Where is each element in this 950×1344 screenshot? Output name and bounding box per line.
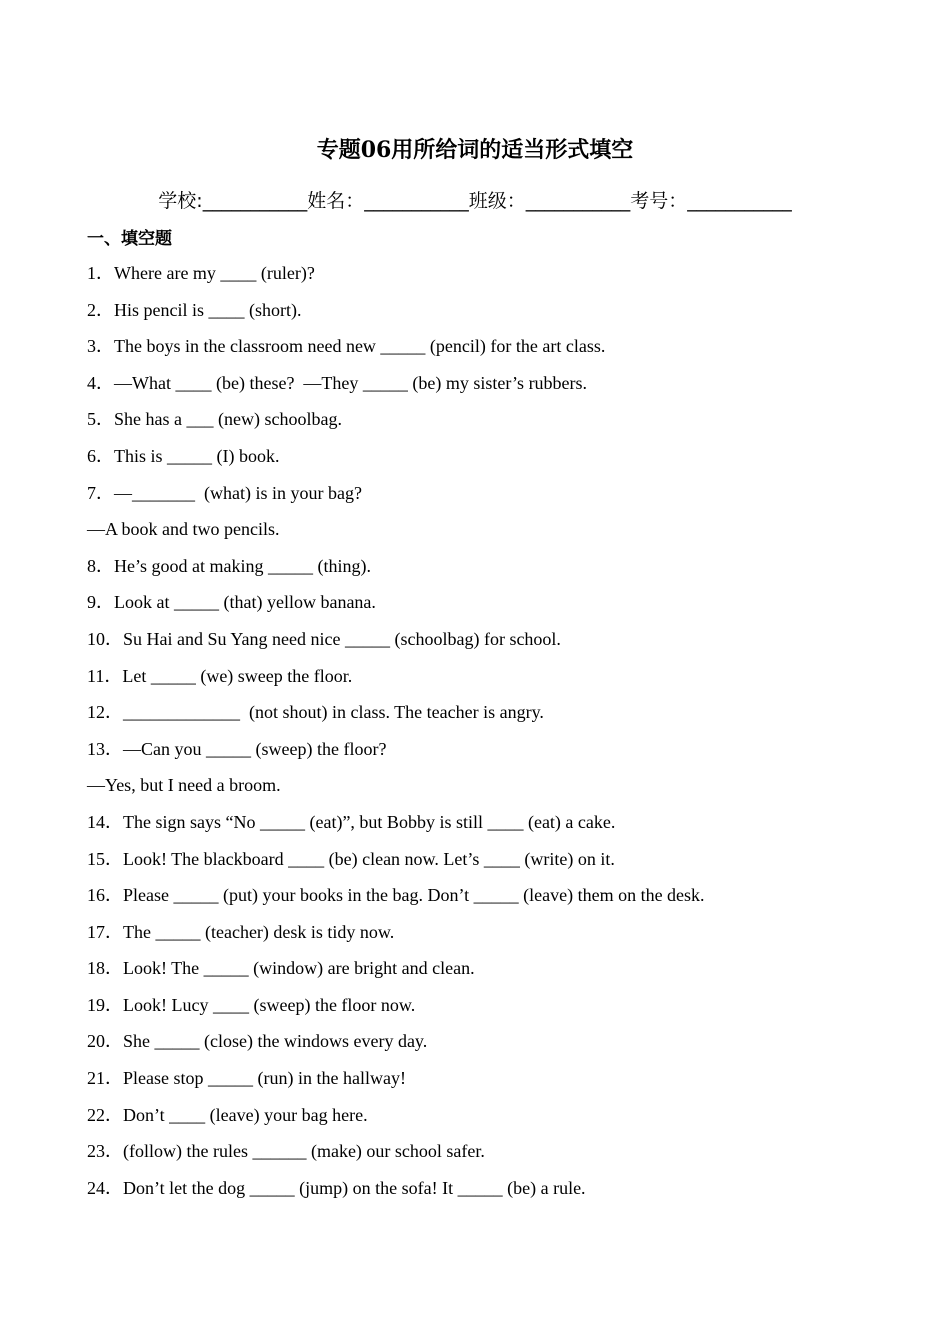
question-item — [87, 1064, 887, 1101]
question-number: 14． — [87, 811, 123, 832]
question-item — [87, 954, 887, 991]
question-number: 6． — [87, 445, 114, 466]
question-text: The _____ (teacher) desk is tidy now. — [123, 921, 395, 942]
question-number: 17． — [87, 921, 123, 942]
question-text: The sign says “No _____ (eat)”, but Bobby is still ____ (eat) a cake. — [123, 811, 616, 832]
question-number: 7． — [87, 482, 114, 503]
question-number: 19． — [87, 994, 123, 1015]
question-text: Let _____ (we) sweep the floor. — [122, 665, 353, 686]
question-item — [87, 698, 887, 735]
answer-line — [87, 771, 887, 808]
question-text: Don’t let the dog _____ (jump) on the sofa! It _____ (be) a rule. — [123, 1177, 586, 1198]
question-text: She has a ___ (new) schoolbag. — [114, 409, 342, 430]
question-item — [87, 369, 887, 406]
question-number: 3． — [87, 336, 114, 357]
question-number: 22． — [87, 1104, 123, 1125]
question-text: Look at _____ (that) yellow banana. — [114, 592, 376, 613]
question-item — [87, 1027, 887, 1064]
question-text: Look! Lucy ____ (sweep) the floor now. — [123, 994, 416, 1015]
question-text: —What ____ (be) these? —They _____ (be) my sister’s rubbers. — [114, 372, 588, 393]
question-text: Look! The _____ (window) are bright and clean. — [123, 958, 475, 979]
question-item — [87, 296, 887, 333]
question-number: 5． — [87, 409, 114, 430]
question-text: Please _____ (put) your books in the bag. Don’t _____ (leave) them on the desk. — [123, 885, 705, 906]
question-item — [87, 625, 887, 662]
question-item — [87, 1137, 887, 1174]
question-text: Please stop _____ (run) in the hallway! — [123, 1068, 406, 1089]
question-number: 16． — [87, 885, 123, 906]
question-item — [87, 479, 887, 516]
question-number: 12． — [87, 702, 123, 723]
question-item — [87, 991, 887, 1028]
question-text: (follow) the rules ______ (make) our school safer. — [123, 1141, 485, 1162]
question-text: This is _____ (I) book. — [114, 445, 280, 466]
question-text: —A book and two pencils. — [87, 519, 280, 540]
section-heading: 一、填空题 — [87, 229, 172, 249]
question-item — [87, 588, 887, 625]
question-item — [87, 259, 887, 296]
question-item — [87, 1101, 887, 1138]
question-number: 24． — [87, 1177, 123, 1198]
question-number: 1． — [87, 263, 114, 283]
question-number: 15． — [87, 848, 123, 869]
question-text: The boys in the classroom need new _____ (pencil) for the art class. — [114, 336, 606, 357]
question-number: 9． — [87, 592, 114, 613]
question-item — [87, 881, 887, 918]
question-text: Su Hai and Su Yang need nice _____ (schoolbag) for school. — [123, 628, 561, 649]
question-number: 2． — [87, 299, 114, 320]
question-number: 13． — [87, 738, 123, 759]
question-list — [87, 259, 887, 1210]
question-item — [87, 918, 887, 955]
student-info-line: 学校:___________姓名：___________班级：___________考号：___________ — [158, 190, 792, 212]
question-item — [87, 808, 887, 845]
question-text: His pencil is ____ (short). — [114, 299, 302, 320]
question-item — [87, 552, 887, 589]
question-item — [87, 332, 887, 369]
question-number: 8． — [87, 555, 114, 576]
question-text: _____________ (not shout) in class. The teacher is angry. — [123, 702, 544, 723]
question-number: 20． — [87, 1031, 123, 1052]
question-text: —_______ (what) is in your bag? — [114, 482, 362, 503]
question-text: She _____ (close) the windows every day. — [123, 1031, 428, 1052]
question-item — [87, 442, 887, 479]
question-number: 11． — [87, 665, 123, 686]
question-number: 23． — [87, 1141, 123, 1162]
question-text: —Yes, but I need a broom. — [87, 775, 281, 796]
question-text: Where are my ____ (ruler)? — [114, 263, 315, 283]
question-number: 10． — [87, 628, 123, 649]
question-item — [87, 735, 887, 772]
answer-line — [87, 515, 887, 552]
question-number: 4． — [87, 372, 114, 393]
question-number: 21． — [87, 1068, 123, 1089]
question-text: Don’t ____ (leave) your bag here. — [123, 1104, 368, 1125]
question-text: He’s good at making _____ (thing). — [114, 555, 371, 576]
question-text: Look! The blackboard ____ (be) clean now. Let’s ____ (write) on it. — [123, 848, 615, 869]
document-title: 专题06用所给词的适当形式填空 — [316, 137, 634, 163]
question-item — [87, 405, 887, 442]
question-text: —Can you _____ (sweep) the floor? — [123, 738, 387, 759]
question-number: 18． — [87, 958, 123, 979]
question-item — [87, 1174, 887, 1211]
question-item — [87, 845, 887, 882]
question-item — [87, 662, 887, 699]
